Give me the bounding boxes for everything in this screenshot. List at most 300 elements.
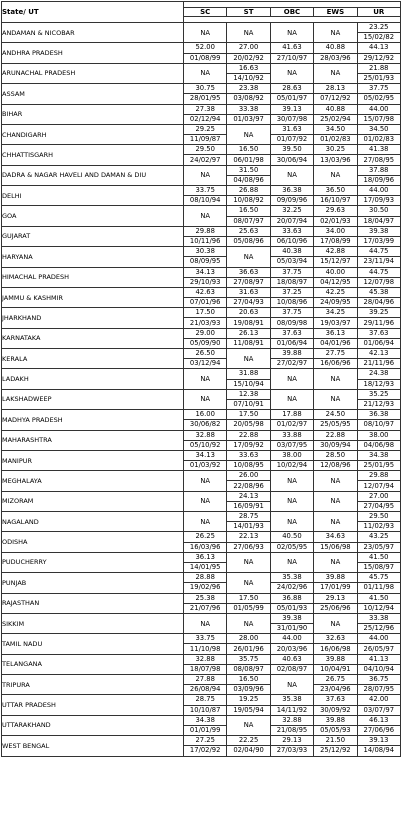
cutoff-score-st: 27.00 [227, 43, 270, 53]
table-row [2, 84, 401, 94]
table-row [2, 471, 401, 481]
cutoff-dob-ur: 08/10/97 [357, 420, 400, 430]
state-name-cell: BIHAR [2, 104, 184, 124]
cutoff-score-ews: 34.50 [314, 124, 357, 134]
cutoff-score-sc: 32.88 [184, 430, 227, 440]
cutoff-score-st: 12.38 [227, 389, 270, 399]
cutoff-dob-sc: 26/08/94 [184, 685, 227, 695]
cutoff-score-st: 19.25 [227, 695, 270, 705]
cutoff-dob-ews: 24/09/95 [314, 298, 357, 308]
cutoff-dob-st: 03/09/96 [227, 685, 270, 695]
cutoff-score-obc: 39.38 [270, 613, 313, 623]
state-name-cell: LADAKH [2, 369, 184, 389]
cutoff-score-ur: 37.75 [357, 84, 400, 94]
cutoff-score-st: 23.38 [227, 84, 270, 94]
cutoff-score-ur: 41.50 [357, 552, 400, 562]
cutoff-score-ews: 29.13 [314, 593, 357, 603]
cutoff-score-ews: 39.88 [314, 573, 357, 583]
cutoff-score-ews: 30.25 [314, 145, 357, 155]
state-name-cell: TELANGANA [2, 654, 184, 674]
cutoff-dob-ur: 21/12/93 [357, 399, 400, 409]
cutoff-dob-ur: 27/08/95 [357, 155, 400, 165]
cutoff-dob-sc: 21/07/96 [184, 603, 227, 613]
state-name-cell: LAKSHADWEEP [2, 389, 184, 409]
cutoff-dob-ur: 04/10/94 [357, 664, 400, 674]
cutoff-dob-ews: 25/06/96 [314, 603, 357, 613]
table-row [2, 736, 401, 746]
cutoff-dob-ews: 02/01/93 [314, 216, 357, 226]
table-row [2, 23, 401, 33]
cutoff-dob-sc: 08/09/95 [184, 257, 227, 267]
cutoff-score-obc: 32.88 [270, 715, 313, 725]
cutoff-cell-st: NA [227, 715, 270, 735]
cutoff-score-ews: 39.88 [314, 715, 357, 725]
cutoff-score-ews: 34.00 [314, 226, 357, 236]
cutoff-score-ur: 45.38 [357, 287, 400, 297]
cutoff-score-st: 26.13 [227, 328, 270, 338]
cutoff-score-ur: 42.13 [357, 349, 400, 359]
cutoff-table [1, 1, 401, 757]
cutoff-dob-ur: 17/03/99 [357, 236, 400, 246]
column-header-obc: OBC [270, 8, 313, 17]
table-row [2, 349, 401, 359]
cutoff-dob-ur: 15/08/97 [357, 562, 400, 572]
cutoff-score-ur: 41.50 [357, 593, 400, 603]
cutoff-dob-ews: 19/03/97 [314, 318, 357, 328]
column-header-sc: SC [184, 8, 227, 17]
cutoff-score-st: 33.38 [227, 104, 270, 114]
cutoff-dob-obc: 10/08/96 [270, 298, 313, 308]
cutoff-cell-st: NA [227, 247, 270, 267]
cutoff-dob-obc: 27/03/93 [270, 746, 313, 756]
cutoff-cell-sc: NA [184, 165, 227, 185]
cutoff-score-obc: 44.00 [270, 634, 313, 644]
cutoff-score-obc: 28.63 [270, 84, 313, 94]
cutoff-score-obc: 36.88 [270, 593, 313, 603]
cutoff-dob-obc: 10/02/94 [270, 461, 313, 471]
cutoff-score-ur: 34.38 [357, 450, 400, 460]
cutoff-score-sc: 42.63 [184, 287, 227, 297]
cutoff-dob-st: 08/08/97 [227, 664, 270, 674]
state-name-cell: KERALA [2, 349, 184, 369]
cutoff-dob-ews: 10/04/91 [314, 664, 357, 674]
cutoff-dob-ur: 01/02/83 [357, 135, 400, 145]
cutoff-dob-obc: 30/07/98 [270, 114, 313, 124]
cutoff-dob-obc: 03/07/95 [270, 440, 313, 450]
cutoff-dob-sc: 14/01/95 [184, 562, 227, 572]
cutoff-dob-st: 05/08/96 [227, 236, 270, 246]
cutoff-cell-ews: NA [314, 491, 357, 511]
cutoff-score-ews: 32.63 [314, 634, 357, 644]
cutoff-dob-ur: 05/02/95 [357, 94, 400, 104]
cutoff-cell-sc: NA [184, 512, 227, 532]
cutoff-dob-sc: 07/01/96 [184, 298, 227, 308]
cutoff-dob-ews: 30/09/94 [314, 440, 357, 450]
cutoff-dob-sc: 19/02/96 [184, 583, 227, 593]
cutoff-score-st: 31.88 [227, 369, 270, 379]
cutoff-dob-ews: 28/03/96 [314, 53, 357, 63]
cutoff-score-ur: 46.13 [357, 715, 400, 725]
table-row [2, 124, 401, 134]
cutoff-dob-st: 10/08/92 [227, 196, 270, 206]
state-name-cell: HIMACHAL PRADESH [2, 267, 184, 287]
cutoff-dob-sc: 05/10/92 [184, 440, 227, 450]
cutoff-dob-st: 06/01/98 [227, 155, 270, 165]
cutoff-score-obc: 33.88 [270, 430, 313, 440]
cutoff-dob-st: 02/04/90 [227, 746, 270, 756]
cutoff-score-ews: 29.63 [314, 206, 357, 216]
cutoff-cell-sc: NA [184, 613, 227, 633]
table-row [2, 389, 401, 399]
table-row [2, 613, 401, 623]
cutoff-cell-obc: NA [270, 675, 313, 695]
cutoff-dob-ur: 27/06/96 [357, 725, 400, 735]
cutoff-dob-ur: 28/07/95 [357, 685, 400, 695]
cutoff-score-obc: 31.63 [270, 124, 313, 134]
cutoff-dob-ews: 25/05/95 [314, 420, 357, 430]
cutoff-score-ur: 42.00 [357, 695, 400, 705]
cutoff-cell-ews: NA [314, 23, 357, 43]
state-name-cell: KARNATAKA [2, 328, 184, 348]
cutoff-dob-st: 17/09/92 [227, 440, 270, 450]
table-row [2, 226, 401, 236]
table-row [2, 206, 401, 216]
table-row [2, 512, 401, 522]
cutoff-score-ews: 40.88 [314, 43, 357, 53]
cutoff-score-ews: 24.50 [314, 410, 357, 420]
table-row [2, 308, 401, 318]
cutoff-dob-ews: 25/12/92 [314, 746, 357, 756]
state-name-cell: MAHARASHTRA [2, 430, 184, 450]
table-row [2, 715, 401, 725]
cutoff-cell-obc: NA [270, 63, 313, 83]
cutoff-score-ur: 41.13 [357, 654, 400, 664]
table-row [2, 450, 401, 460]
cutoff-score-ur: 33.38 [357, 613, 400, 623]
state-name-cell: MADHYA PRADESH [2, 410, 184, 430]
cutoff-dob-ews: 12/08/96 [314, 461, 357, 471]
cutoff-cell-obc: NA [270, 471, 313, 491]
cutoff-score-ur: 23.25 [357, 23, 400, 33]
cutoff-dob-obc: 02/05/95 [270, 542, 313, 552]
cutoff-score-obc: 41.63 [270, 43, 313, 53]
state-name-cell: ARUNACHAL PRADESH [2, 63, 184, 83]
cutoff-score-ews: 21.50 [314, 736, 357, 746]
cutoff-dob-obc: 21/08/95 [270, 725, 313, 735]
cutoff-dob-ews: 04/12/95 [314, 277, 357, 287]
cutoff-score-ews: 28.13 [314, 84, 357, 94]
cutoff-dob-ews: 13/03/96 [314, 155, 357, 165]
cutoff-dob-ur: 23/05/97 [357, 542, 400, 552]
state-name-cell: SIKKIM [2, 613, 184, 633]
cutoff-score-obc: 39.50 [270, 145, 313, 155]
cutoff-dob-st: 27/08/97 [227, 277, 270, 287]
cutoff-dob-sc: 30/06/82 [184, 420, 227, 430]
state-name-cell: MIZORAM [2, 491, 184, 511]
cutoff-cell-sc: NA [184, 389, 227, 409]
cutoff-score-st: 16.50 [227, 206, 270, 216]
cutoff-dob-sc: 02/12/94 [184, 114, 227, 124]
state-name-cell: GOA [2, 206, 184, 226]
cutoff-score-sc: 26.25 [184, 532, 227, 542]
cutoff-dob-st: 20/05/98 [227, 420, 270, 430]
cutoff-dob-ews: 17/08/99 [314, 236, 357, 246]
state-name-cell: UTTAR PRADESH [2, 695, 184, 715]
cutoff-score-obc: 37.63 [270, 328, 313, 338]
state-name-cell: RAJASTHAN [2, 593, 184, 613]
table-row [2, 247, 401, 257]
cutoff-score-sc: 16.00 [184, 410, 227, 420]
cutoff-score-st: 17.50 [227, 593, 270, 603]
cutoff-dob-ur: 10/12/94 [357, 603, 400, 613]
state-name-cell: ASSAM [2, 84, 184, 104]
cutoff-score-sc: 34.38 [184, 715, 227, 725]
cutoff-score-ur: 44.75 [357, 267, 400, 277]
table-row [2, 675, 401, 685]
cutoff-dob-st: 01/05/99 [227, 603, 270, 613]
cutoff-score-st: 28.75 [227, 512, 270, 522]
cutoff-dob-ur: 18/04/97 [357, 216, 400, 226]
column-header-ur: UR [357, 8, 400, 17]
cutoff-score-ur: 37.88 [357, 165, 400, 175]
table-row [2, 63, 401, 73]
cutoff-score-ur: 37.63 [357, 328, 400, 338]
cutoff-score-obc: 29.13 [270, 736, 313, 746]
cutoff-score-sc: 36.13 [184, 552, 227, 562]
cutoff-dob-ews: 04/01/96 [314, 338, 357, 348]
state-name-cell: NAGALAND [2, 512, 184, 532]
state-name-cell: WEST BENGAL [2, 736, 184, 756]
cutoff-dob-ur: 15/07/98 [357, 114, 400, 124]
cutoff-score-st: 22.13 [227, 532, 270, 542]
cutoff-cell-ews: NA [314, 613, 357, 633]
state-name-cell: CHANDIGARH [2, 124, 184, 144]
cutoff-dob-ur: 25/01/95 [357, 461, 400, 471]
cutoff-score-st: 35.75 [227, 654, 270, 664]
cutoff-dob-sc: 08/10/94 [184, 196, 227, 206]
table-row [2, 186, 401, 196]
cutoff-score-obc: 17.88 [270, 410, 313, 420]
cutoff-score-ur: 36.38 [357, 410, 400, 420]
cutoff-dob-sc: 01/08/99 [184, 53, 227, 63]
state-name-cell: TRIPURA [2, 675, 184, 695]
column-header-st: ST [227, 8, 270, 17]
cutoff-dob-obc: 20/07/94 [270, 216, 313, 226]
cutoff-cell-obc: NA [270, 512, 313, 532]
cutoff-score-ur: 44.75 [357, 247, 400, 257]
cutoff-score-ews: 28.50 [314, 450, 357, 460]
cutoff-score-obc: 39.13 [270, 104, 313, 114]
cutoff-score-st: 33.63 [227, 450, 270, 460]
cutoff-dob-st: 19/08/91 [227, 318, 270, 328]
cutoff-dob-obc: 27/10/97 [270, 53, 313, 63]
cutoff-cell-st: NA [227, 349, 270, 369]
cutoff-score-st: 31.50 [227, 165, 270, 175]
cutoff-score-sc: 52.00 [184, 43, 227, 53]
cutoff-score-st: 22.88 [227, 430, 270, 440]
cutoff-dob-st: 14/10/92 [227, 73, 270, 83]
table-row [2, 287, 401, 297]
cutoff-cell-obc: NA [270, 552, 313, 572]
cutoff-dob-obc: 05/03/94 [270, 257, 313, 267]
cutoff-score-ews: 36.50 [314, 186, 357, 196]
cutoff-dob-ur: 27/04/95 [357, 501, 400, 511]
cutoff-cell-sc: NA [184, 23, 227, 43]
cutoff-score-sc: 28.88 [184, 573, 227, 583]
state-name-cell: MANIPUR [2, 450, 184, 470]
state-name-cell: PUNJAB [2, 573, 184, 593]
cutoff-score-st: 25.63 [227, 226, 270, 236]
cutoff-dob-ur: 25/01/93 [357, 73, 400, 83]
cutoff-dob-ews: 15/12/97 [314, 257, 357, 267]
cutoff-cell-sc: NA [184, 206, 227, 226]
cutoff-score-sc: 29.88 [184, 226, 227, 236]
table-row [2, 145, 401, 155]
cutoff-score-obc: 39.88 [270, 349, 313, 359]
cutoff-cell-st: NA [227, 124, 270, 144]
cutoff-dob-obc: 01/07/92 [270, 135, 313, 145]
cutoff-dob-obc: 30/06/94 [270, 155, 313, 165]
cutoff-dob-sc: 18/07/98 [184, 664, 227, 674]
cutoff-score-ur: 30.50 [357, 206, 400, 216]
cutoff-dob-st: 01/03/97 [227, 114, 270, 124]
cutoff-dob-obc: 24/02/96 [270, 583, 313, 593]
cutoff-dob-st: 27/04/93 [227, 298, 270, 308]
cutoff-dob-obc: 05/01/93 [270, 603, 313, 613]
cutoff-dob-ews: 16/06/98 [314, 644, 357, 654]
cutoff-score-st: 20.63 [227, 308, 270, 318]
cutoff-dob-ur: 18/09/96 [357, 175, 400, 185]
cutoff-score-ur: 24.38 [357, 369, 400, 379]
cutoff-score-ur: 35.25 [357, 389, 400, 399]
cutoff-dob-ur: 17/09/93 [357, 196, 400, 206]
cutoff-table-container [1, 1, 401, 757]
cutoff-score-st: 26.00 [227, 471, 270, 481]
cutoff-score-sc: 29.00 [184, 328, 227, 338]
cutoff-score-ews: 42.25 [314, 287, 357, 297]
table-row [2, 593, 401, 603]
cutoff-dob-st: 11/08/91 [227, 338, 270, 348]
cutoff-score-ur: 38.00 [357, 430, 400, 440]
cutoff-dob-ews: 17/01/99 [314, 583, 357, 593]
cutoff-score-ur: 41.38 [357, 145, 400, 155]
table-row [2, 43, 401, 53]
cutoff-score-sc: 30.38 [184, 247, 227, 257]
cutoff-dob-ur: 04/06/98 [357, 440, 400, 450]
cutoff-cell-sc: NA [184, 63, 227, 83]
cutoff-score-obc: 40.38 [270, 247, 313, 257]
cutoff-dob-sc: 21/03/93 [184, 318, 227, 328]
cutoff-dob-obc: 09/09/96 [270, 196, 313, 206]
cutoff-score-st: 16.63 [227, 63, 270, 73]
cutoff-cell-ews: NA [314, 369, 357, 389]
cutoff-score-ur: 39.13 [357, 736, 400, 746]
cutoff-dob-ur: 12/07/98 [357, 277, 400, 287]
cutoff-dob-st: 26/01/96 [227, 644, 270, 654]
table-row [2, 267, 401, 277]
cutoff-score-ews: 22.88 [314, 430, 357, 440]
cutoff-score-st: 16.50 [227, 675, 270, 685]
cutoff-dob-ur: 01/06/94 [357, 338, 400, 348]
state-name-cell: MEGHALAYA [2, 471, 184, 491]
cutoff-dob-st: 15/10/94 [227, 379, 270, 389]
cutoff-score-obc: 40.63 [270, 654, 313, 664]
cutoff-dob-ews: 15/06/98 [314, 542, 357, 552]
cutoff-dob-obc: 05/01/97 [270, 94, 313, 104]
cutoff-score-sc: 17.50 [184, 308, 227, 318]
cutoff-score-ews: 40.88 [314, 104, 357, 114]
cutoff-score-ur: 29.88 [357, 471, 400, 481]
state-name-cell: ODISHA [2, 532, 184, 552]
cutoff-dob-ews: 23/04/96 [314, 685, 357, 695]
cutoff-dob-sc: 03/12/94 [184, 359, 227, 369]
table-body [2, 23, 401, 757]
cutoff-score-ur: 39.25 [357, 308, 400, 318]
cutoff-dob-obc: 02/08/97 [270, 664, 313, 674]
cutoff-dob-ews: 16/10/97 [314, 196, 357, 206]
cutoff-score-ur: 45.75 [357, 573, 400, 583]
table-row [2, 410, 401, 420]
state-column-header: State/ UT [2, 2, 184, 23]
cutoff-cell-ews: NA [314, 63, 357, 83]
cutoff-score-st: 28.00 [227, 634, 270, 644]
cutoff-score-ews: 39.88 [314, 654, 357, 664]
cutoff-dob-sc: 17/02/92 [184, 746, 227, 756]
cutoff-score-ews: 40.00 [314, 267, 357, 277]
cutoff-score-st: 36.63 [227, 267, 270, 277]
cutoff-dob-sc: 11/10/98 [184, 644, 227, 654]
cutoff-dob-obc: 14/11/92 [270, 705, 313, 715]
cutoff-cell-obc: NA [270, 165, 313, 185]
cutoff-cell-ews: NA [314, 552, 357, 572]
state-name-cell: HARYANA [2, 247, 184, 267]
state-name-cell: UTTARAKHAND [2, 715, 184, 735]
cutoff-dob-ur: 01/11/98 [357, 583, 400, 593]
cutoff-dob-st: 19/05/94 [227, 705, 270, 715]
cutoff-score-sc: 29.50 [184, 145, 227, 155]
table-row [2, 532, 401, 542]
table-header [2, 2, 401, 23]
cutoff-score-obc: 37.75 [270, 308, 313, 318]
cutoff-score-obc: 40.50 [270, 532, 313, 542]
cutoff-dob-st: 04/08/96 [227, 175, 270, 185]
cutoff-score-sc: 33.75 [184, 634, 227, 644]
cutoff-dob-ur: 28/04/96 [357, 298, 400, 308]
cutoff-score-ews: 34.63 [314, 532, 357, 542]
cutoff-dob-ur: 23/11/94 [357, 257, 400, 267]
cutoff-dob-ur: 15/02/82 [357, 33, 400, 43]
cutoff-cell-ews: NA [314, 389, 357, 409]
cutoff-dob-st: 16/09/91 [227, 501, 270, 511]
cutoff-dob-obc: 18/08/97 [270, 277, 313, 287]
table-row [2, 654, 401, 664]
cutoff-dob-ur: 11/02/93 [357, 522, 400, 532]
cutoff-dob-sc: 11/09/87 [184, 135, 227, 145]
cutoff-dob-sc: 10/10/87 [184, 705, 227, 715]
cutoff-score-sc: 25.38 [184, 593, 227, 603]
state-name-cell: DELHI [2, 186, 184, 206]
state-name-cell: TAMIL NADU [2, 634, 184, 654]
cutoff-dob-obc: 27/02/97 [270, 359, 313, 369]
cutoff-dob-ews: 25/02/94 [314, 114, 357, 124]
cutoff-score-sc: 30.75 [184, 84, 227, 94]
cutoff-cell-ews: NA [314, 165, 357, 185]
cutoff-dob-sc: 16/03/96 [184, 542, 227, 552]
cutoff-score-st: 17.50 [227, 410, 270, 420]
cutoff-score-obc: 36.38 [270, 186, 313, 196]
cutoff-score-ur: 36.75 [357, 675, 400, 685]
cutoff-score-ur: 39.38 [357, 226, 400, 236]
